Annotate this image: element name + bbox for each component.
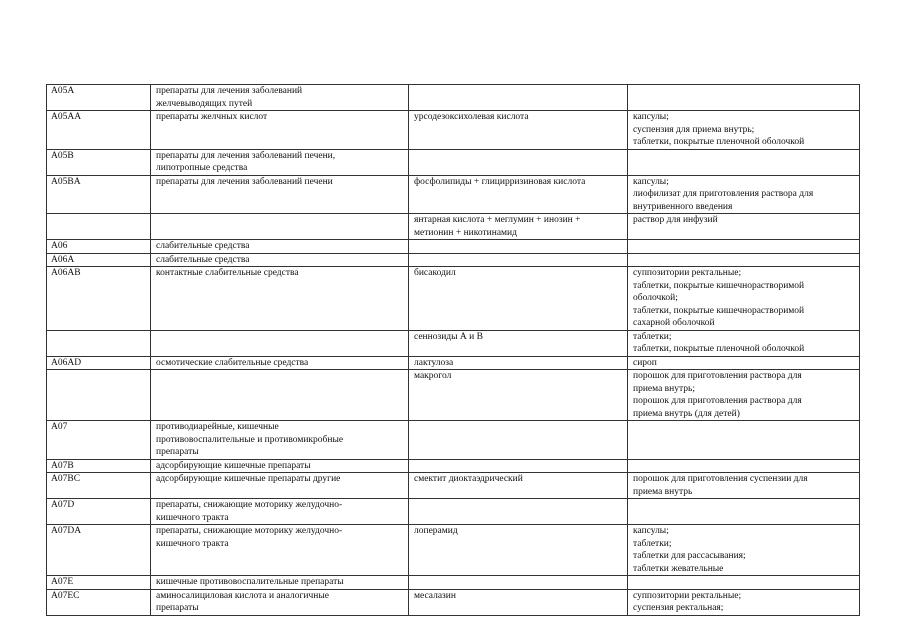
dosage-form-cell: суппозитории ректальные; суспензия ректальная;: [628, 589, 860, 615]
drug-name-cell: [409, 149, 628, 175]
atc-code-cell: A07D: [47, 499, 151, 525]
drug-name-cell: янтарная кислота + меглумин + инозин + метионин + никотинамид: [409, 214, 628, 240]
atc-code-cell: A05AA: [47, 111, 151, 150]
drug-name-cell: месалазин: [409, 589, 628, 615]
dosage-form-cell: порошок для приготовления суспензии для приема внутрь: [628, 473, 860, 499]
drug-name-cell: лоперамид: [409, 525, 628, 576]
atc-code-cell: A07EC: [47, 589, 151, 615]
table-row: [47, 473, 860, 499]
atc-code-cell: A07DA: [47, 525, 151, 576]
atc-code-cell: A06A: [47, 253, 151, 267]
dosage-form-cell: сироп: [628, 356, 860, 370]
atc-code-cell: [47, 370, 151, 421]
group-name-cell: препараты для лечения заболеваний печени: [151, 175, 409, 214]
table-row: [47, 525, 860, 576]
drug-name-cell: [409, 421, 628, 460]
table-row: [47, 149, 860, 175]
group-name-cell: слабительные средства: [151, 240, 409, 254]
atc-code-cell: [47, 214, 151, 240]
dosage-form-cell: суппозитории ректальные; таблетки, покрытые кишечнорастворимой оболочкой; таблетки, покрытые кишечнорастворимой сахарной оболочкой: [628, 267, 860, 331]
table-row: [47, 111, 860, 150]
group-name-cell: препараты для лечения заболеваний печени, липотропные средства: [151, 149, 409, 175]
drug-classification-table: [46, 84, 860, 616]
dosage-form-cell: капсулы; лиофилизат для приготовления раствора для внутривенного введения: [628, 175, 860, 214]
drug-name-cell: [409, 459, 628, 473]
atc-code-cell: A07E: [47, 576, 151, 590]
group-name-cell: адсорбирующие кишечные препараты: [151, 459, 409, 473]
atc-code-cell: A06AB: [47, 267, 151, 331]
atc-code-cell: A05B: [47, 149, 151, 175]
dosage-form-cell: [628, 459, 860, 473]
dosage-form-cell: [628, 576, 860, 590]
table-row: [47, 459, 860, 473]
atc-code-cell: A06AD: [47, 356, 151, 370]
dosage-form-cell: капсулы; таблетки; таблетки для рассасывания; таблетки жевательные: [628, 525, 860, 576]
table-row: [47, 370, 860, 421]
drug-name-cell: [409, 85, 628, 111]
group-name-cell: препараты, снижающие моторику желудочно- кишечного тракта: [151, 499, 409, 525]
atc-code-cell: A06: [47, 240, 151, 254]
group-name-cell: осмотические слабительные средства: [151, 356, 409, 370]
dosage-form-cell: [628, 499, 860, 525]
drug-name-cell: смектит диоктаэдрический: [409, 473, 628, 499]
dosage-form-cell: [628, 85, 860, 111]
drug-name-cell: бисакодил: [409, 267, 628, 331]
table-row: [47, 330, 860, 356]
dosage-form-cell: [628, 253, 860, 267]
group-name-cell: [151, 330, 409, 356]
table-row: [47, 267, 860, 331]
atc-code-cell: A05BA: [47, 175, 151, 214]
table-row: [47, 356, 860, 370]
atc-code-cell: A07: [47, 421, 151, 460]
group-name-cell: препараты желчных кислот: [151, 111, 409, 150]
group-name-cell: кишечные противовоспалительные препараты: [151, 576, 409, 590]
group-name-cell: адсорбирующие кишечные препараты другие: [151, 473, 409, 499]
drug-name-cell: [409, 499, 628, 525]
table-row: [47, 253, 860, 267]
group-name-cell: препараты, снижающие моторику желудочно- кишечного тракта: [151, 525, 409, 576]
group-name-cell: контактные слабительные средства: [151, 267, 409, 331]
table-row: [47, 214, 860, 240]
drug-name-cell: [409, 576, 628, 590]
dosage-form-cell: капсулы; суспензия для приема внутрь; таблетки, покрытые пленочной оболочкой: [628, 111, 860, 150]
group-name-cell: [151, 214, 409, 240]
group-name-cell: [151, 370, 409, 421]
table-row: [47, 589, 860, 615]
table-row: [47, 499, 860, 525]
atc-code-cell: A07B: [47, 459, 151, 473]
atc-code-cell: A07BC: [47, 473, 151, 499]
table-row: [47, 85, 860, 111]
drug-name-cell: фосфолипиды + глицирризиновая кислота: [409, 175, 628, 214]
table-row: [47, 421, 860, 460]
drug-name-cell: сеннозиды А и В: [409, 330, 628, 356]
drug-name-cell: урсодезоксихолевая кислота: [409, 111, 628, 150]
dosage-form-cell: [628, 149, 860, 175]
table-row: [47, 576, 860, 590]
group-name-cell: аминосалициловая кислота и аналогичные препараты: [151, 589, 409, 615]
dosage-form-cell: раствор для инфузий: [628, 214, 860, 240]
atc-code-cell: [47, 330, 151, 356]
drug-name-cell: макрогол: [409, 370, 628, 421]
group-name-cell: противодиарейные, кишечные противовоспалительные и противомикробные препараты: [151, 421, 409, 460]
dosage-form-cell: порошок для приготовления раствора для приема внутрь; порошок для приготовления раствора для приема внутрь (для детей): [628, 370, 860, 421]
drug-name-cell: [409, 253, 628, 267]
atc-code-cell: A05A: [47, 85, 151, 111]
table-body: [47, 85, 860, 616]
dosage-form-cell: таблетки; таблетки, покрытые пленочной оболочкой: [628, 330, 860, 356]
group-name-cell: слабительные средства: [151, 253, 409, 267]
drug-name-cell: лактулоза: [409, 356, 628, 370]
dosage-form-cell: [628, 421, 860, 460]
drug-name-cell: [409, 240, 628, 254]
table-row: [47, 240, 860, 254]
table-row: [47, 175, 860, 214]
dosage-form-cell: [628, 240, 860, 254]
group-name-cell: препараты для лечения заболеваний желчевыводящих путей: [151, 85, 409, 111]
